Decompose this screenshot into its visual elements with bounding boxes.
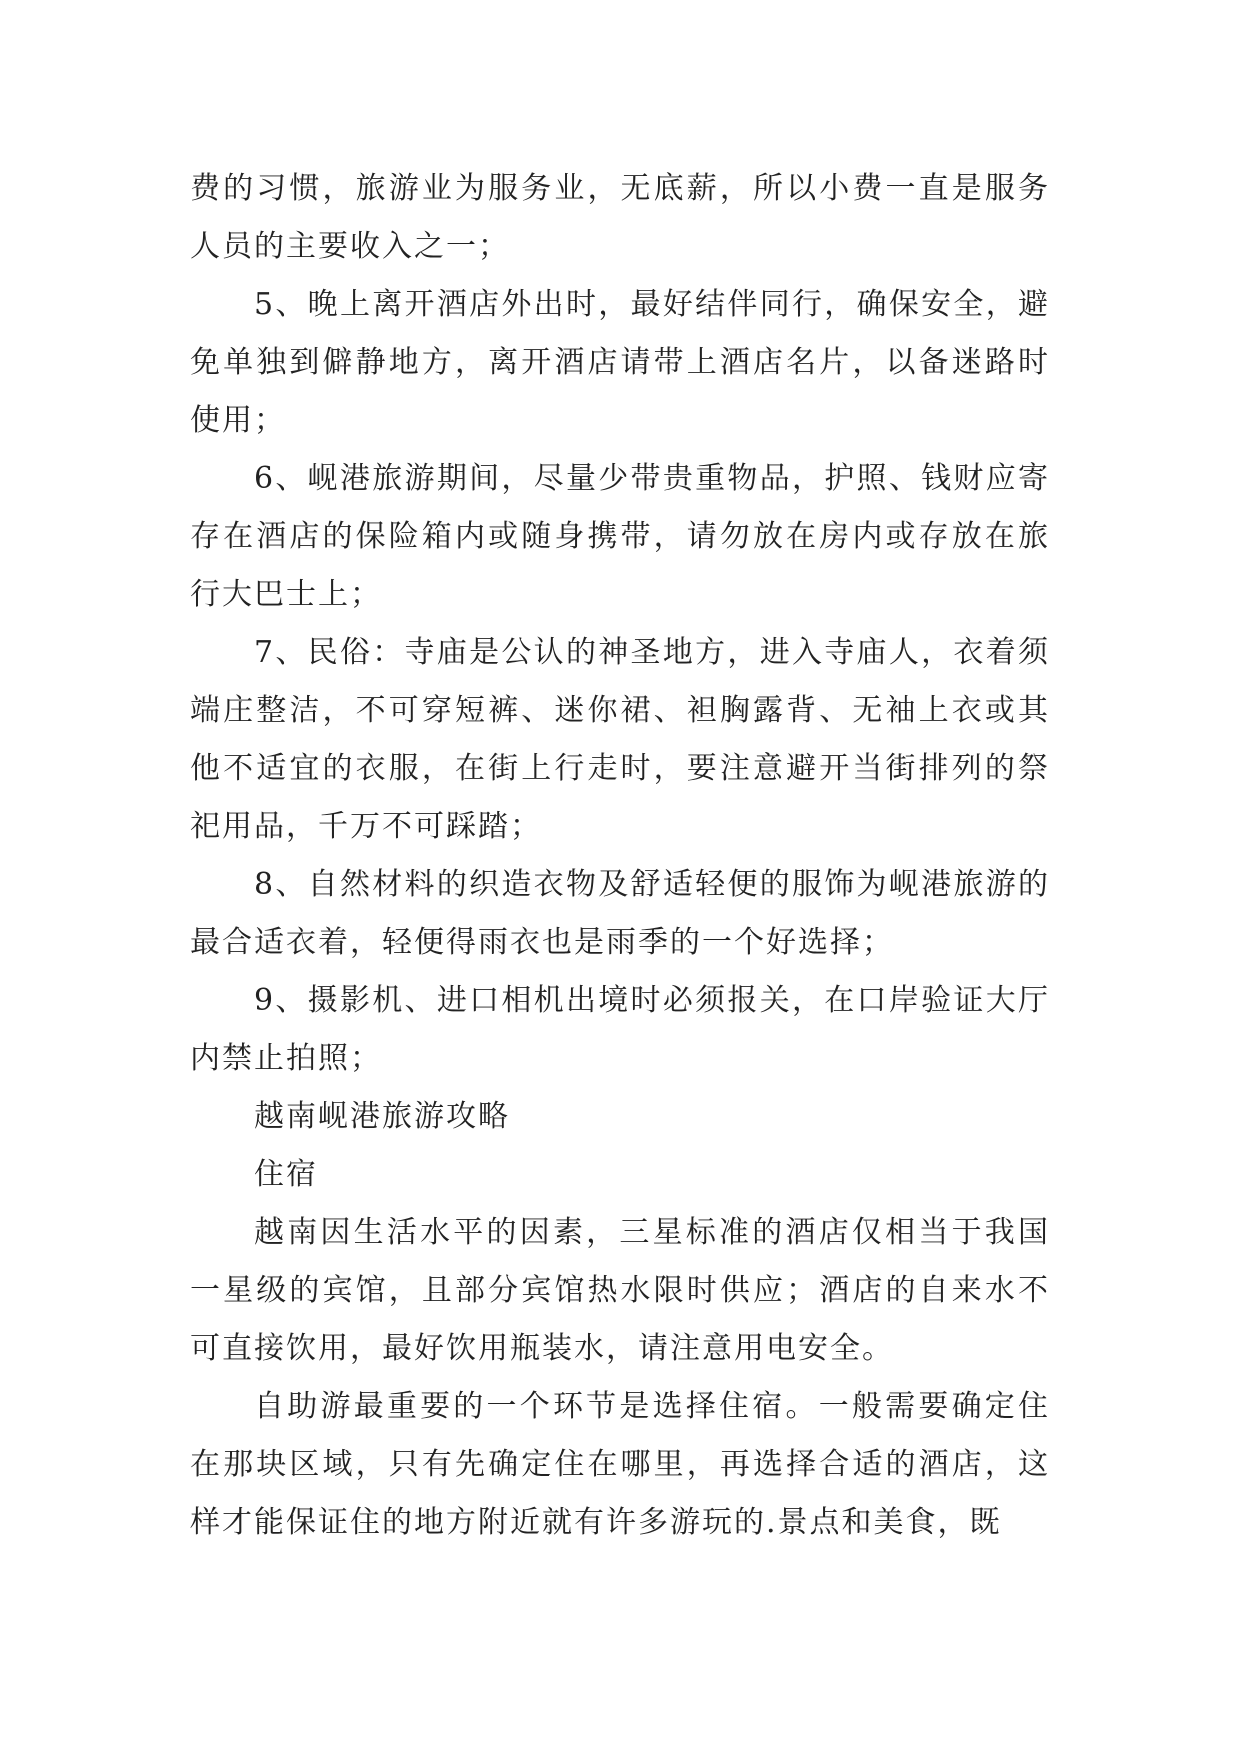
document-body bbox=[190, 160, 1050, 1552]
section-heading-guide: 越南岘港旅游攻略 bbox=[254, 1099, 510, 1134]
paragraph-hotel-standards: 越南因生活水平的因素，三星标准的酒店仅相当于我国一星级的宾馆，且部分宾馆热水限时供应；酒店的自来水不可直接饮用，最好饮用瓶装水，请注意用电安全。 bbox=[190, 1215, 1050, 1366]
paragraph-choosing-accommodation: 自助游最重要的一个环节是选择住宿。一般需要确定住在那块区域，只有先确定住在哪里，再选择合适的酒店，这样才能保证住的地方附近就有许多游玩的.景点和美食，既 bbox=[190, 1389, 1050, 1540]
paragraph-item-6-valuables: 6、岘港旅游期间，尽量少带贵重物品，护照、钱财应寄存在酒店的保险箱内或随身携带，请勿放在房内或存放在旅行大巴士上； bbox=[190, 461, 1050, 612]
subheading-accommodation: 住宿 bbox=[254, 1157, 318, 1192]
paragraph-item-5-night-safety: 5、晚上离开酒店外出时，最好结伴同行，确保安全，避免单独到僻静地方，离开酒店请带上酒店名片，以备迷路时使用； bbox=[190, 287, 1050, 438]
paragraph-item-8-clothing: 8、自然材料的织造衣物及舒适轻便的服饰为岘港旅游的最合适衣着，轻便得雨衣也是雨季的一个好选择； bbox=[190, 867, 1050, 960]
paragraph-tipping-continuation: 费的习惯，旅游业为服务业，无底薪，所以小费一直是服务人员的主要收入之一； bbox=[190, 171, 1050, 264]
paragraph-item-9-camera: 9、摄影机、进口相机出境时必须报关，在口岸验证大厅内禁止拍照； bbox=[190, 983, 1050, 1076]
paragraph-item-7-customs: 7、民俗：寺庙是公认的神圣地方，进入寺庙人，衣着须端庄整洁，不可穿短裤、迷你裙、袒胸露背、无袖上衣或其他不适宜的衣服，在街上行走时，要注意避开当街排列的祭祀用品，千万不可踩踏； bbox=[190, 635, 1050, 844]
